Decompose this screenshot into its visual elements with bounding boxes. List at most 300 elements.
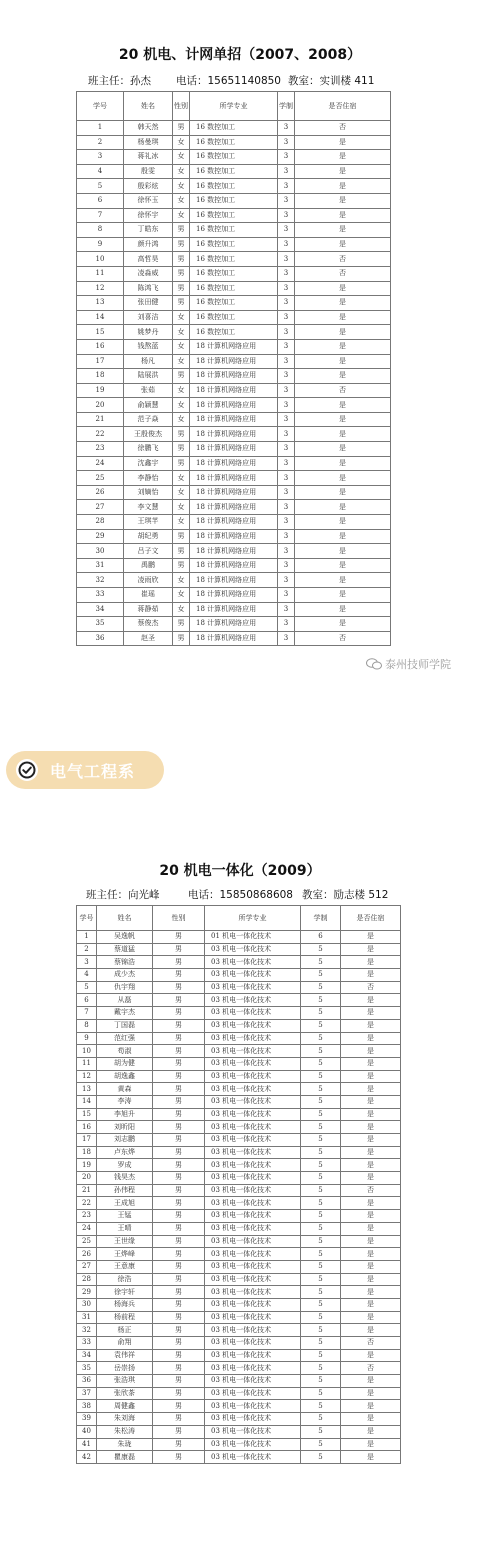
cell-duration: 5	[301, 969, 341, 982]
table-row	[77, 1362, 401, 1375]
cell-boarding: 是	[295, 456, 391, 471]
cell-name: 王烨峰	[97, 1248, 153, 1261]
cell-duration: 3	[278, 573, 295, 588]
cell-id: 16	[77, 339, 124, 354]
cell-major: 16 数控加工	[190, 281, 278, 296]
cell-id: 13	[77, 1083, 97, 1096]
cell-id: 1	[77, 121, 124, 136]
cell-gender: 女	[173, 588, 190, 603]
cell-boarding: 是	[341, 1172, 401, 1185]
cell-gender: 男	[153, 1134, 205, 1147]
cell-boarding: 否	[295, 266, 391, 281]
cell-duration: 5	[301, 1400, 341, 1413]
cell-name: 王晴	[97, 1222, 153, 1235]
cell-major: 03 机电一体化技术	[205, 1172, 301, 1185]
cell-major: 03 机电一体化技术	[205, 1197, 301, 1210]
cell-id: 30	[77, 544, 124, 559]
cell-gender: 男	[153, 1197, 205, 1210]
cell-gender: 男	[173, 266, 190, 281]
table-row	[77, 1222, 401, 1235]
cell-name: 蔡俊杰	[124, 617, 173, 632]
cell-name: 胡为健	[97, 1057, 153, 1070]
cell-id: 12	[77, 1070, 97, 1083]
cell-boarding: 是	[341, 969, 401, 982]
cell-id: 28	[77, 1273, 97, 1286]
cell-id: 9	[77, 1032, 97, 1045]
cell-major: 16 数控加工	[190, 150, 278, 165]
cell-id: 5	[77, 179, 124, 194]
cell-name: 杨海兵	[97, 1298, 153, 1311]
table-row	[77, 1019, 401, 1032]
cell-gender: 女	[173, 500, 190, 515]
cell-boarding: 是	[341, 1413, 401, 1426]
cell-gender: 男	[153, 1007, 205, 1020]
cell-major: 16 数控加工	[190, 296, 278, 311]
cell-duration: 3	[278, 266, 295, 281]
cell-gender: 男	[153, 1121, 205, 1134]
cell-duration: 3	[278, 515, 295, 530]
cell-id: 8	[77, 223, 124, 238]
cell-duration: 3	[278, 500, 295, 515]
cell-boarding: 是	[341, 1248, 401, 1261]
cell-major: 03 机电一体化技术	[205, 1337, 301, 1350]
table-row	[77, 515, 391, 530]
cell-major: 18 计算机网络应用	[190, 456, 278, 471]
cell-id: 21	[77, 412, 124, 427]
cell-id: 10	[77, 1045, 97, 1058]
cell-name: 徐怀宇	[124, 208, 173, 223]
cell-duration: 5	[301, 1349, 341, 1362]
watermark	[366, 656, 451, 673]
cell-duration: 3	[278, 150, 295, 165]
cell-duration: 5	[301, 1273, 341, 1286]
cell-boarding: 是	[341, 943, 401, 956]
cell-name: 王锰	[97, 1210, 153, 1223]
cell-id: 26	[77, 485, 124, 500]
cell-id: 34	[77, 1349, 97, 1362]
cell-id: 11	[77, 266, 124, 281]
cell-name: 殷雯	[124, 164, 173, 179]
table-row	[77, 310, 391, 325]
cell-gender: 女	[173, 515, 190, 530]
cell-name: 罗成	[97, 1159, 153, 1172]
cell-gender: 女	[173, 354, 190, 369]
cell-boarding: 是	[295, 208, 391, 223]
cell-gender: 男	[153, 981, 205, 994]
cell-name: 袁伟祥	[97, 1349, 153, 1362]
cell-id: 33	[77, 588, 124, 603]
header-major: 所学专业	[190, 92, 278, 121]
cell-gender: 女	[173, 164, 190, 179]
cell-id: 10	[77, 252, 124, 267]
cell-duration: 5	[301, 1172, 341, 1185]
table-row	[77, 266, 391, 281]
cell-major: 03 机电一体化技术	[205, 1286, 301, 1299]
cell-duration: 5	[301, 1311, 341, 1324]
table-row	[77, 1121, 401, 1134]
cell-boarding: 是	[341, 1210, 401, 1223]
cell-major: 03 机电一体化技术	[205, 1146, 301, 1159]
cell-duration: 5	[301, 981, 341, 994]
cell-gender: 男	[153, 1083, 205, 1096]
cell-duration: 3	[278, 223, 295, 238]
cell-major: 03 机电一体化技术	[205, 1210, 301, 1223]
cell-boarding: 是	[341, 1121, 401, 1134]
cell-major: 03 机电一体化技术	[205, 1007, 301, 1020]
cell-major: 03 机电一体化技术	[205, 1222, 301, 1235]
table-row	[77, 1324, 401, 1337]
cell-name: 凌雨欣	[124, 573, 173, 588]
check-circle-icon	[16, 759, 38, 781]
cell-name: 杨凡	[124, 354, 173, 369]
cell-boarding: 是	[341, 1425, 401, 1438]
cell-major: 16 数控加工	[190, 325, 278, 340]
cell-gender: 男	[153, 1438, 205, 1451]
cell-boarding: 否	[341, 981, 401, 994]
cell-boarding: 是	[341, 1222, 401, 1235]
cell-id: 31	[77, 558, 124, 573]
cell-duration: 3	[278, 179, 295, 194]
cell-major: 03 机电一体化技术	[205, 1248, 301, 1261]
cell-boarding: 是	[341, 1349, 401, 1362]
cell-duration: 3	[278, 602, 295, 617]
cell-major: 16 数控加工	[190, 266, 278, 281]
cell-name: 徐浩	[97, 1273, 153, 1286]
header-id: 学号	[77, 92, 124, 121]
cell-name: 刘嫡怡	[124, 485, 173, 500]
cell-major: 18 计算机网络应用	[190, 412, 278, 427]
cell-major: 03 机电一体化技术	[205, 1387, 301, 1400]
cell-duration: 5	[301, 1197, 341, 1210]
cell-id: 1	[77, 931, 97, 944]
cell-duration: 3	[278, 193, 295, 208]
cell-gender: 男	[153, 1172, 205, 1185]
cell-duration: 5	[301, 1146, 341, 1159]
table-row	[77, 1146, 401, 1159]
cell-boarding: 是	[295, 237, 391, 252]
header-duration: 学制	[301, 906, 341, 931]
cell-boarding: 是	[295, 617, 391, 632]
cell-gender: 男	[153, 1108, 205, 1121]
cell-boarding: 是	[341, 1298, 401, 1311]
table-row	[77, 237, 391, 252]
cell-id: 2	[77, 943, 97, 956]
cell-major: 16 数控加工	[190, 208, 278, 223]
cell-id: 3	[77, 150, 124, 165]
cell-gender: 男	[153, 1413, 205, 1426]
header-boarding: 是否住宿	[341, 906, 401, 931]
cell-gender: 女	[173, 150, 190, 165]
cell-duration: 5	[301, 1057, 341, 1070]
classroom-label: 教室：励志楼 512	[302, 889, 389, 901]
cell-major: 18 计算机网络应用	[190, 398, 278, 413]
cell-id: 7	[77, 1007, 97, 1020]
cell-gender: 男	[153, 1235, 205, 1248]
cell-major: 16 数控加工	[190, 252, 278, 267]
cell-name: 殷彩炫	[124, 179, 173, 194]
table-row	[77, 208, 391, 223]
cell-id: 27	[77, 1260, 97, 1273]
cell-duration: 3	[278, 164, 295, 179]
cell-gender: 男	[173, 617, 190, 632]
cell-duration: 5	[301, 1045, 341, 1058]
cell-id: 12	[77, 281, 124, 296]
cell-name: 李旭升	[97, 1108, 153, 1121]
cell-major: 16 数控加工	[190, 310, 278, 325]
cell-name: 刘志鹏	[97, 1134, 153, 1147]
cell-gender: 男	[153, 1298, 205, 1311]
cell-duration: 5	[301, 1413, 341, 1426]
cell-boarding: 是	[341, 1146, 401, 1159]
cell-gender: 女	[173, 339, 190, 354]
cell-major: 03 机电一体化技术	[205, 1159, 301, 1172]
cell-boarding: 是	[295, 485, 391, 500]
cell-major: 03 机电一体化技术	[205, 1032, 301, 1045]
cell-name: 俞颖慧	[124, 398, 173, 413]
table-row	[77, 150, 391, 165]
cell-boarding: 是	[295, 339, 391, 354]
cell-boarding: 是	[341, 1070, 401, 1083]
table-row	[77, 1197, 401, 1210]
cell-name: 李涛	[97, 1095, 153, 1108]
cell-id: 20	[77, 1172, 97, 1185]
cell-name: 胡纪勇	[124, 529, 173, 544]
cell-name: 高哲昊	[124, 252, 173, 267]
cell-name: 成少杰	[97, 969, 153, 982]
cell-gender: 男	[153, 1248, 205, 1261]
cell-boarding: 否	[295, 121, 391, 136]
cell-major: 03 机电一体化技术	[205, 1260, 301, 1273]
cell-duration: 3	[278, 412, 295, 427]
cell-id: 11	[77, 1057, 97, 1070]
cell-gender: 男	[153, 1184, 205, 1197]
table-row	[77, 994, 401, 1007]
cell-name: 从磊	[97, 994, 153, 1007]
cell-boarding: 是	[341, 1045, 401, 1058]
cell-boarding: 是	[341, 1451, 401, 1464]
cell-duration: 5	[301, 1324, 341, 1337]
cell-boarding: 是	[295, 164, 391, 179]
cell-id: 38	[77, 1400, 97, 1413]
cell-id: 4	[77, 969, 97, 982]
cell-boarding: 是	[295, 369, 391, 384]
cell-major: 03 机电一体化技术	[205, 1134, 301, 1147]
cell-major: 16 数控加工	[190, 135, 278, 150]
cell-gender: 女	[173, 485, 190, 500]
table-row	[77, 1095, 401, 1108]
cell-gender: 男	[153, 1273, 205, 1286]
cell-gender: 男	[173, 281, 190, 296]
cell-boarding: 是	[295, 223, 391, 238]
cell-gender: 男	[153, 1260, 205, 1273]
table-row	[77, 1273, 401, 1286]
cell-id: 28	[77, 515, 124, 530]
table-row	[77, 1070, 401, 1083]
cell-id: 36	[77, 631, 124, 646]
student-table-2	[76, 905, 401, 1464]
cell-boarding: 否	[341, 1337, 401, 1350]
cell-major: 18 计算机网络应用	[190, 369, 278, 384]
cell-gender: 男	[153, 1362, 205, 1375]
teacher-label: 班主任：向光峰	[86, 889, 160, 901]
cell-id: 24	[77, 1222, 97, 1235]
cell-id: 34	[77, 602, 124, 617]
table-row	[77, 471, 391, 486]
cell-major: 18 计算机网络应用	[190, 471, 278, 486]
cell-name: 杨前程	[97, 1311, 153, 1324]
cell-id: 23	[77, 1210, 97, 1223]
cell-gender: 男	[173, 427, 190, 442]
cell-duration: 5	[301, 1184, 341, 1197]
cell-duration: 3	[278, 427, 295, 442]
cell-name: 张田健	[124, 296, 173, 311]
cell-gender: 男	[173, 558, 190, 573]
table-row	[77, 193, 391, 208]
cell-gender: 男	[173, 442, 190, 457]
cell-gender: 女	[173, 310, 190, 325]
table-row	[77, 383, 391, 398]
cell-id: 7	[77, 208, 124, 223]
cell-major: 03 机电一体化技术	[205, 981, 301, 994]
cell-name: 禹鹏	[124, 558, 173, 573]
cell-boarding: 是	[341, 1083, 401, 1096]
cell-duration: 5	[301, 1425, 341, 1438]
cell-duration: 3	[278, 544, 295, 559]
cell-duration: 5	[301, 1298, 341, 1311]
cell-name: 卢东烨	[97, 1146, 153, 1159]
cell-gender: 男	[173, 223, 190, 238]
cell-gender: 男	[153, 1349, 205, 1362]
cell-boarding: 是	[341, 956, 401, 969]
cell-gender: 男	[153, 1070, 205, 1083]
cell-id: 31	[77, 1311, 97, 1324]
cell-major: 03 机电一体化技术	[205, 1413, 301, 1426]
table-row	[77, 1134, 401, 1147]
cell-major: 16 数控加工	[190, 164, 278, 179]
cell-duration: 5	[301, 943, 341, 956]
cell-name: 范红强	[97, 1032, 153, 1045]
cell-name: 李文慧	[124, 500, 173, 515]
table-row	[77, 121, 391, 136]
table-row	[77, 325, 391, 340]
cell-boarding: 是	[341, 1019, 401, 1032]
cell-boarding: 否	[341, 1362, 401, 1375]
cell-boarding: 是	[341, 994, 401, 1007]
cell-duration: 5	[301, 1210, 341, 1223]
table-row	[77, 1210, 401, 1223]
cell-name: 姚梦丹	[124, 325, 173, 340]
cell-major: 03 机电一体化技术	[205, 1298, 301, 1311]
cell-id: 4	[77, 164, 124, 179]
cell-name: 张欣茶	[97, 1387, 153, 1400]
cell-id: 19	[77, 383, 124, 398]
cell-duration: 5	[301, 1438, 341, 1451]
cell-id: 41	[77, 1438, 97, 1451]
cell-name: 瞿康磊	[97, 1451, 153, 1464]
table-row	[77, 1172, 401, 1185]
table-row	[77, 427, 391, 442]
table-row	[77, 1286, 401, 1299]
cell-name: 黄森	[97, 1083, 153, 1096]
cell-id: 16	[77, 1121, 97, 1134]
cell-id: 29	[77, 529, 124, 544]
table-row	[77, 1260, 401, 1273]
cell-duration: 5	[301, 1222, 341, 1235]
classroom-label: 教室：实训楼 411	[288, 75, 375, 87]
table-row	[77, 943, 401, 956]
cell-id: 33	[77, 1337, 97, 1350]
cell-gender: 女	[173, 179, 190, 194]
table-row	[77, 252, 391, 267]
cell-name: 张浩琪	[97, 1375, 153, 1388]
cell-duration: 5	[301, 1007, 341, 1020]
cell-gender: 男	[153, 1146, 205, 1159]
cell-name: 刘昕阳	[97, 1121, 153, 1134]
cell-name: 赵圣	[124, 631, 173, 646]
cell-duration: 3	[278, 325, 295, 340]
cell-gender: 男	[153, 1222, 205, 1235]
cell-name: 蔡锦浩	[97, 956, 153, 969]
cell-id: 32	[77, 573, 124, 588]
cell-id: 32	[77, 1324, 97, 1337]
table-row	[77, 1108, 401, 1121]
cell-name: 朱珑	[97, 1438, 153, 1451]
section-label: 电气工程系	[50, 761, 136, 781]
cell-major: 03 机电一体化技术	[205, 1273, 301, 1286]
table-row	[77, 981, 401, 994]
table-row	[77, 631, 391, 646]
table-row	[77, 529, 391, 544]
table-row	[77, 1438, 401, 1451]
cell-duration: 5	[301, 1032, 341, 1045]
table-row	[77, 1400, 401, 1413]
cell-name: 周健鑫	[97, 1400, 153, 1413]
cell-gender: 男	[153, 1057, 205, 1070]
table-row	[77, 500, 391, 515]
table-row	[77, 369, 391, 384]
cell-id: 27	[77, 500, 124, 515]
cell-duration: 3	[278, 588, 295, 603]
cell-gender: 男	[153, 1019, 205, 1032]
cell-major: 03 机电一体化技术	[205, 1375, 301, 1388]
watermark-text: 泰州技师学院	[385, 658, 451, 671]
cell-name: 胡逸鑫	[97, 1070, 153, 1083]
table-row	[77, 969, 401, 982]
cell-id: 20	[77, 398, 124, 413]
cell-duration: 3	[278, 631, 295, 646]
cell-major: 03 机电一体化技术	[205, 1095, 301, 1108]
cell-duration: 3	[278, 310, 295, 325]
cell-name: 张茹	[124, 383, 173, 398]
cell-major: 03 机电一体化技术	[205, 1362, 301, 1375]
cell-duration: 5	[301, 1095, 341, 1108]
cell-duration: 3	[278, 237, 295, 252]
teacher-label: 班主任：孙杰	[88, 75, 151, 87]
cell-major: 03 机电一体化技术	[205, 969, 301, 982]
cell-boarding: 是	[295, 500, 391, 515]
cell-boarding: 是	[341, 1260, 401, 1273]
table-row	[77, 1311, 401, 1324]
cell-boarding: 否	[295, 252, 391, 267]
cell-name: 王成旭	[97, 1197, 153, 1210]
cell-duration: 3	[278, 456, 295, 471]
cell-gender: 女	[173, 412, 190, 427]
cell-major: 03 机电一体化技术	[205, 1019, 301, 1032]
cell-boarding: 是	[341, 1235, 401, 1248]
cell-major: 18 计算机网络应用	[190, 500, 278, 515]
cell-name: 戴宇杰	[97, 1007, 153, 1020]
cell-gender: 男	[153, 1032, 205, 1045]
